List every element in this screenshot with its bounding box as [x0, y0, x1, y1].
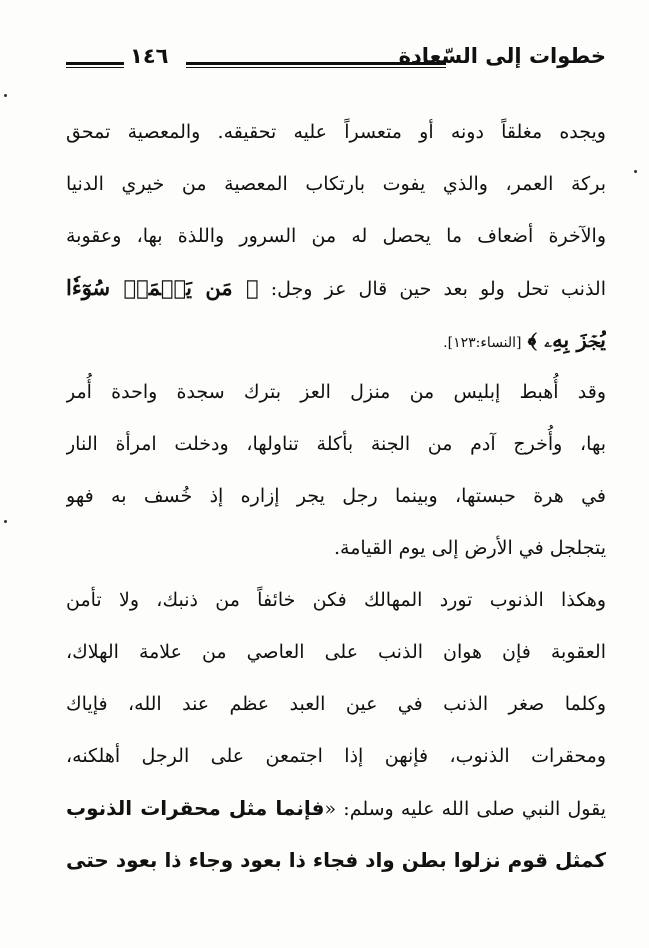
text-line: بها، وأُخرج آدم من الجنة بأكلة تناولها، ودخلت امرأة النار — [66, 433, 606, 455]
text-line: في هرة حبستها، وبينما رجل يجر إزاره إذ خُسف به فهو — [66, 485, 606, 507]
page-number: ١٤٦ — [130, 44, 169, 68]
page-header — [66, 40, 606, 80]
text-line: كمثل قوم نزلوا بطن واد فجاء ذا بعود وجاء ذا بعود حتى — [66, 848, 606, 872]
text-line: يقول النبي صلى الله عليه وسلم: «فإنما مثل محقرات الذنوب — [66, 796, 606, 820]
text-line: بركة العمر، والذي يفوت بارتكاب المعصية من خيري الدنيا — [66, 173, 606, 195]
quran-verse: ﴿ مَن يَعۡمَلۡ سُوٓءٗا — [66, 275, 259, 300]
body-text — [66, 110, 606, 890]
text-line — [66, 318, 606, 370]
hadith-text: فإنما مثل محقرات الذنوب — [66, 796, 325, 820]
text-line: يتجلجل في الأرض إلى يوم القيامة. — [334, 537, 606, 559]
text-line: وكلما صغر الذنب في عين العبد عظم عند الله، فإياك — [66, 693, 606, 715]
scan-speck — [634, 170, 637, 173]
text-line: والآخرة أضعاف ما يحصل له من السرور واللذة بها، وعقوبة — [66, 225, 606, 247]
quran-verse: يُجۡزَ بِهِۦ ﴾ — [527, 327, 606, 352]
verse-reference: [النساء:١٢٣]. — [443, 335, 522, 351]
text-line: الذنب تحل ولو بعد حين قال عز وجل: ﴿ مَن يَعۡمَلۡ سُوٓءٗا — [66, 275, 606, 300]
text-line: وقد أُهبط إبليس من منزل العز بترك سجدة واحدة أُمر — [66, 381, 606, 403]
header-rule — [186, 62, 446, 68]
scan-speck — [4, 520, 7, 523]
text-line: ومحقرات الذنوب، فإنهن إذا اجتمعن على الرجل أهلكنه، — [66, 745, 606, 767]
text-line: وهكذا الذنوب تورد المهالك فكن خائفاً من ذنبك، ولا تأمن — [66, 589, 606, 611]
text-line: العقوبة فإن هوان الذنب على العاصي من علامة الهلاك، — [66, 641, 606, 663]
text-line: ويجده مغلقاً دونه أو متعسراً عليه تحقيقه. والمعصية تمحق — [66, 121, 606, 143]
running-title: خطوات إلى السّعادة — [398, 44, 606, 68]
header-rule-end — [66, 62, 124, 68]
scan-speck — [4, 94, 7, 97]
